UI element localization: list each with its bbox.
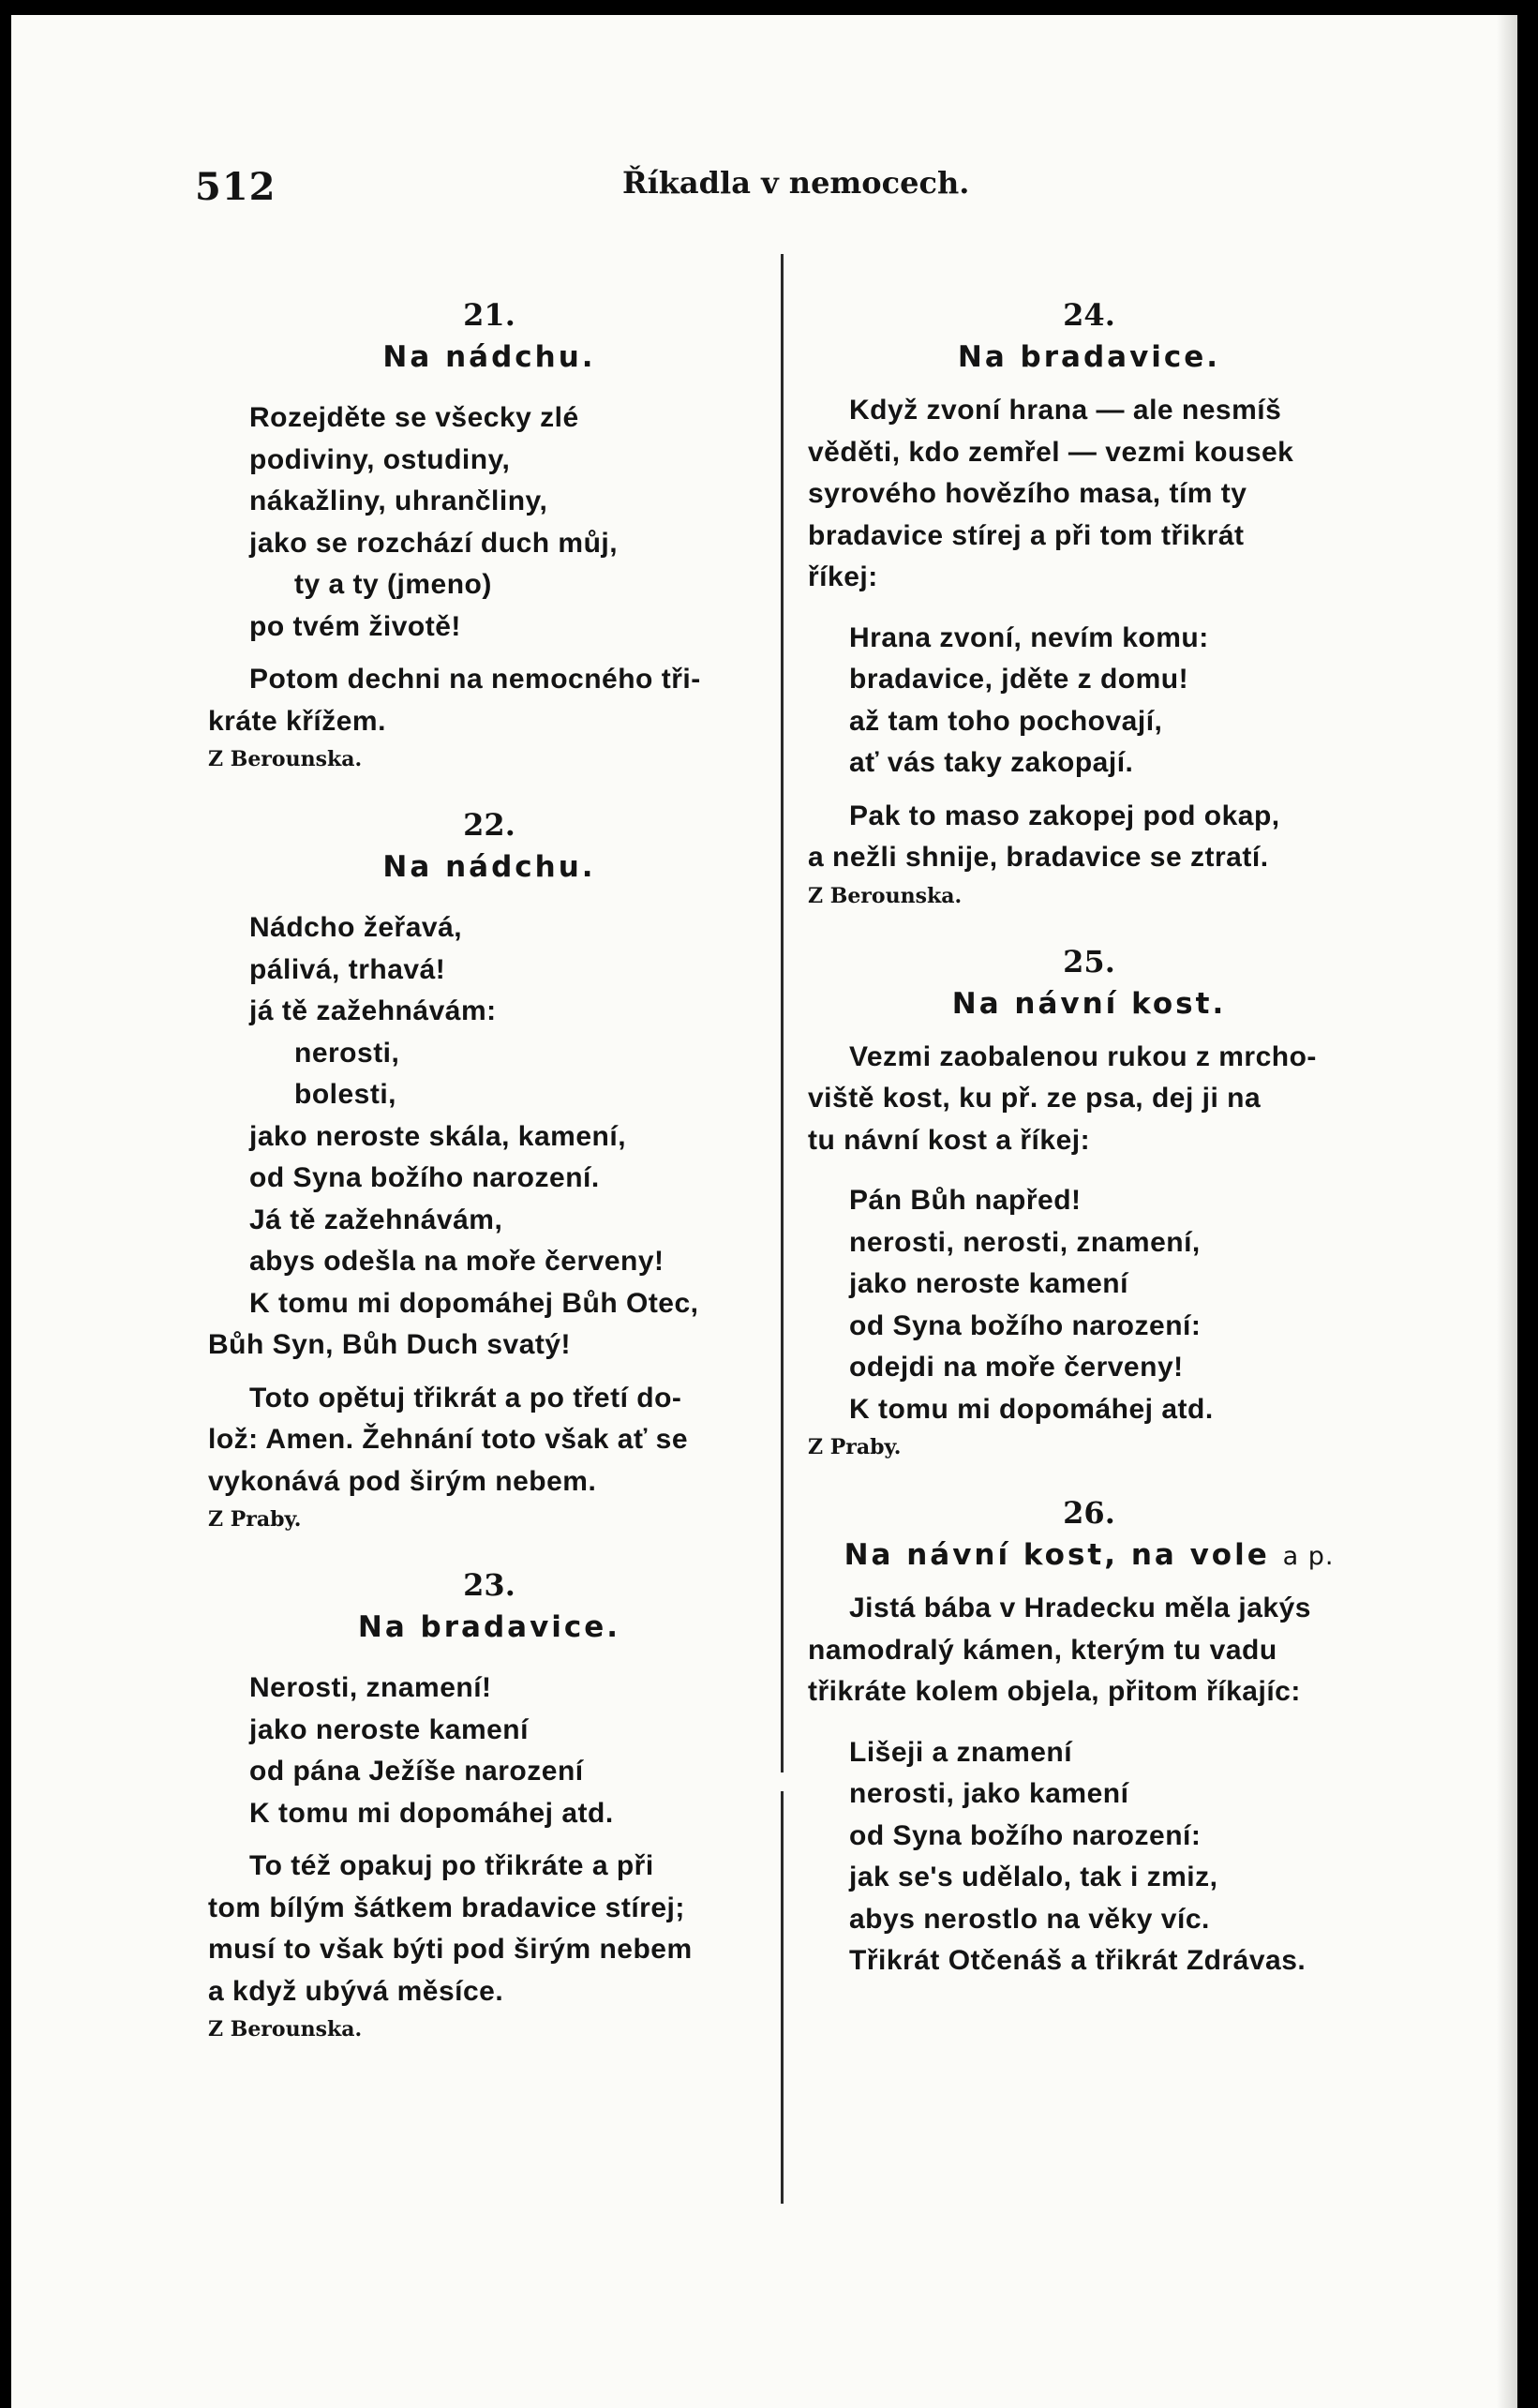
page-edge [1497,15,1517,2408]
verse-line: bradavice, jděte z domu! [849,664,1189,695]
verse-line: po tvém životě! [249,610,461,642]
prose-line: Vezmi zaobalenou rukou z mrcho- [849,1040,1317,1072]
prose-line: věděti, kdo zemřel — vezmi kousek [808,436,1294,468]
source-note: Z Berounska. [208,747,363,771]
verse-line: od Syna božího narození: [849,1819,1202,1851]
verse-line: jako neroste kamení [249,1713,529,1745]
verse-line: pálivá, trhavá! [249,953,446,985]
verse [208,907,770,1367]
left-column [208,294,770,2046]
verse-line: jako se rozchází duch můj, [249,527,619,559]
section-24 [808,294,1370,913]
prose-line: namodralý kámen, kterým tu vadu [808,1634,1277,1666]
verse-line: jako neroste skála, kamení, [249,1120,627,1152]
section-26 [808,1492,1370,1982]
verse-line: Hrana zvoní, nevím komu: [849,621,1209,653]
prose-line: viště kost, ku př. ze psa, dej ji na [808,1083,1262,1114]
verse-line: K tomu mi dopomáhej Bůh Otec, [249,1287,699,1319]
instruction-text [808,390,1370,599]
section-22 [208,804,770,1536]
verse [808,1732,1370,1982]
section-number: 21. [463,297,515,333]
running-title: Říkadla v nemocech. [622,165,970,201]
section-number: 24. [1063,297,1115,333]
verse-line: K tomu mi dopomáhej atd. [849,1393,1214,1425]
verse-line: Pán Bůh napřed! [849,1185,1082,1216]
verse [208,1668,770,1834]
instruction-text [808,1588,1370,1713]
prose-line: tu návní kost a říkej: [808,1124,1091,1156]
prose-line: říkej: [808,561,878,592]
prose-line: musí to však býti pod širým nebem [208,1934,693,1965]
prose-line: Když zvoní hrana — ale nesmíš [849,395,1282,426]
section-title: Na návní kost. [951,986,1227,1021]
verse-line: až tam toho pochovají, [849,705,1163,737]
column-divider [781,254,784,1772]
section-number: 26. [1063,1495,1115,1531]
verse-line: nákažliny, uhrančliny, [249,486,548,516]
section-21 [208,294,770,776]
closing-line: Třikrát Otčenáš a třikrát Zdrávas. [849,1945,1307,1976]
prose-line: Potom dechni na nemocného tři- [249,664,701,695]
verse-line: odejdi na moře červeny! [849,1352,1184,1383]
verse-line: nerosti, [294,1037,400,1069]
section-number: 25. [1063,943,1115,980]
prose-line: Toto opětuj třikrát a po třetí do- [249,1382,682,1413]
section-number: 23. [463,1567,515,1603]
source-note: Z Praby. [808,1435,902,1459]
verse-line: já tě zažehnávám: [249,995,497,1026]
prose-line: a nežli shnije, bradavice se ztratí. [808,842,1269,873]
verse-line: abys nerostlo na věky víc. [849,1903,1210,1935]
page-header [11,165,1517,221]
verse-line: Nádcho žeřavá, [249,912,463,943]
prose-line: třikráte kolem objela, přitom říkajíc: [808,1676,1301,1707]
verse-line: Nerosti, znamení! [249,1672,492,1703]
instruction-text [208,659,770,742]
prose-line: vykonává pod širým nebem. [208,1465,597,1497]
instruction-text [808,796,1370,879]
section-25 [808,941,1370,1465]
prose-line: Pak to maso zakopej pod okap, [849,800,1280,831]
verse-line: jak se's udělalo, tak i zmiz, [849,1862,1218,1892]
verse-line: Rozejděte se všecky zlé [249,402,579,433]
prose-line: To též opakuj po třikráte a při [249,1850,654,1881]
verse-line: Bůh Syn, Bůh Duch svatý! [208,1329,572,1360]
book-page [11,15,1517,2408]
prose-line: lož: Amen. Žehnání toto však ať se [208,1424,689,1455]
verse-line: K tomu mi dopomáhej atd. [249,1797,614,1829]
verse-line: nerosti, jako kamení [849,1778,1129,1809]
page-number: 512 [195,165,276,209]
section-title: Na nádchu. [382,340,596,374]
verse-line: Lišeji a znamení [849,1736,1073,1768]
verse [808,618,1370,785]
verse-line: nerosti, nerosti, znamení, [849,1226,1201,1258]
verse-line: abys odešla na moře červeny! [249,1246,664,1277]
source-note: Z Berounska. [208,2017,363,2042]
section-title: Na bradavice. [957,340,1221,374]
prose-line: bradavice stírej a při tom třikrát [808,519,1245,551]
verse [208,397,770,648]
section-title-main: Na návní kost, na vole [844,1538,1270,1572]
section-title: Na nádchu. [382,850,596,884]
verse-line: ty a ty (jmeno) [294,569,492,600]
verse [808,1180,1370,1430]
prose-line: syrového hovězího masa, tím ty [808,478,1247,509]
prose-line: tom bílým šátkem bradavice stírej; [208,1892,685,1923]
verse-line: Já tě zažehnávám, [249,1204,503,1235]
instruction-text [808,1037,1370,1162]
prose-line: Jistá bába v Hradecku měla jakýs [849,1593,1311,1623]
source-note: Z Berounska. [808,883,963,908]
right-column [808,294,1370,1982]
verse-line: od Syna božího narození: [849,1309,1202,1341]
verse-line: jako neroste kamení [849,1268,1128,1299]
section-title-tail: a p. [1282,1542,1335,1571]
verse-line: bolesti, [294,1079,397,1110]
section-number: 22. [463,807,515,843]
verse-line: podiviny, ostudiny, [249,443,511,475]
section-title [808,1533,1370,1577]
instruction-text [208,1846,770,2012]
instruction-text [208,1378,770,1503]
section-23 [208,1564,770,2046]
source-note: Z Praby. [208,1507,302,1532]
prose-line: a když ubývá měsíce. [208,1975,504,2007]
section-title: Na bradavice. [357,1610,621,1644]
column-divider-lower [781,1791,784,2204]
prose-line: kráte křížem. [208,705,386,737]
verse-line: od pána Ježíše narození [249,1756,584,1787]
verse-line: od Syna božího narození. [249,1162,600,1193]
verse-line: ať vás taky zakopají. [849,747,1134,778]
